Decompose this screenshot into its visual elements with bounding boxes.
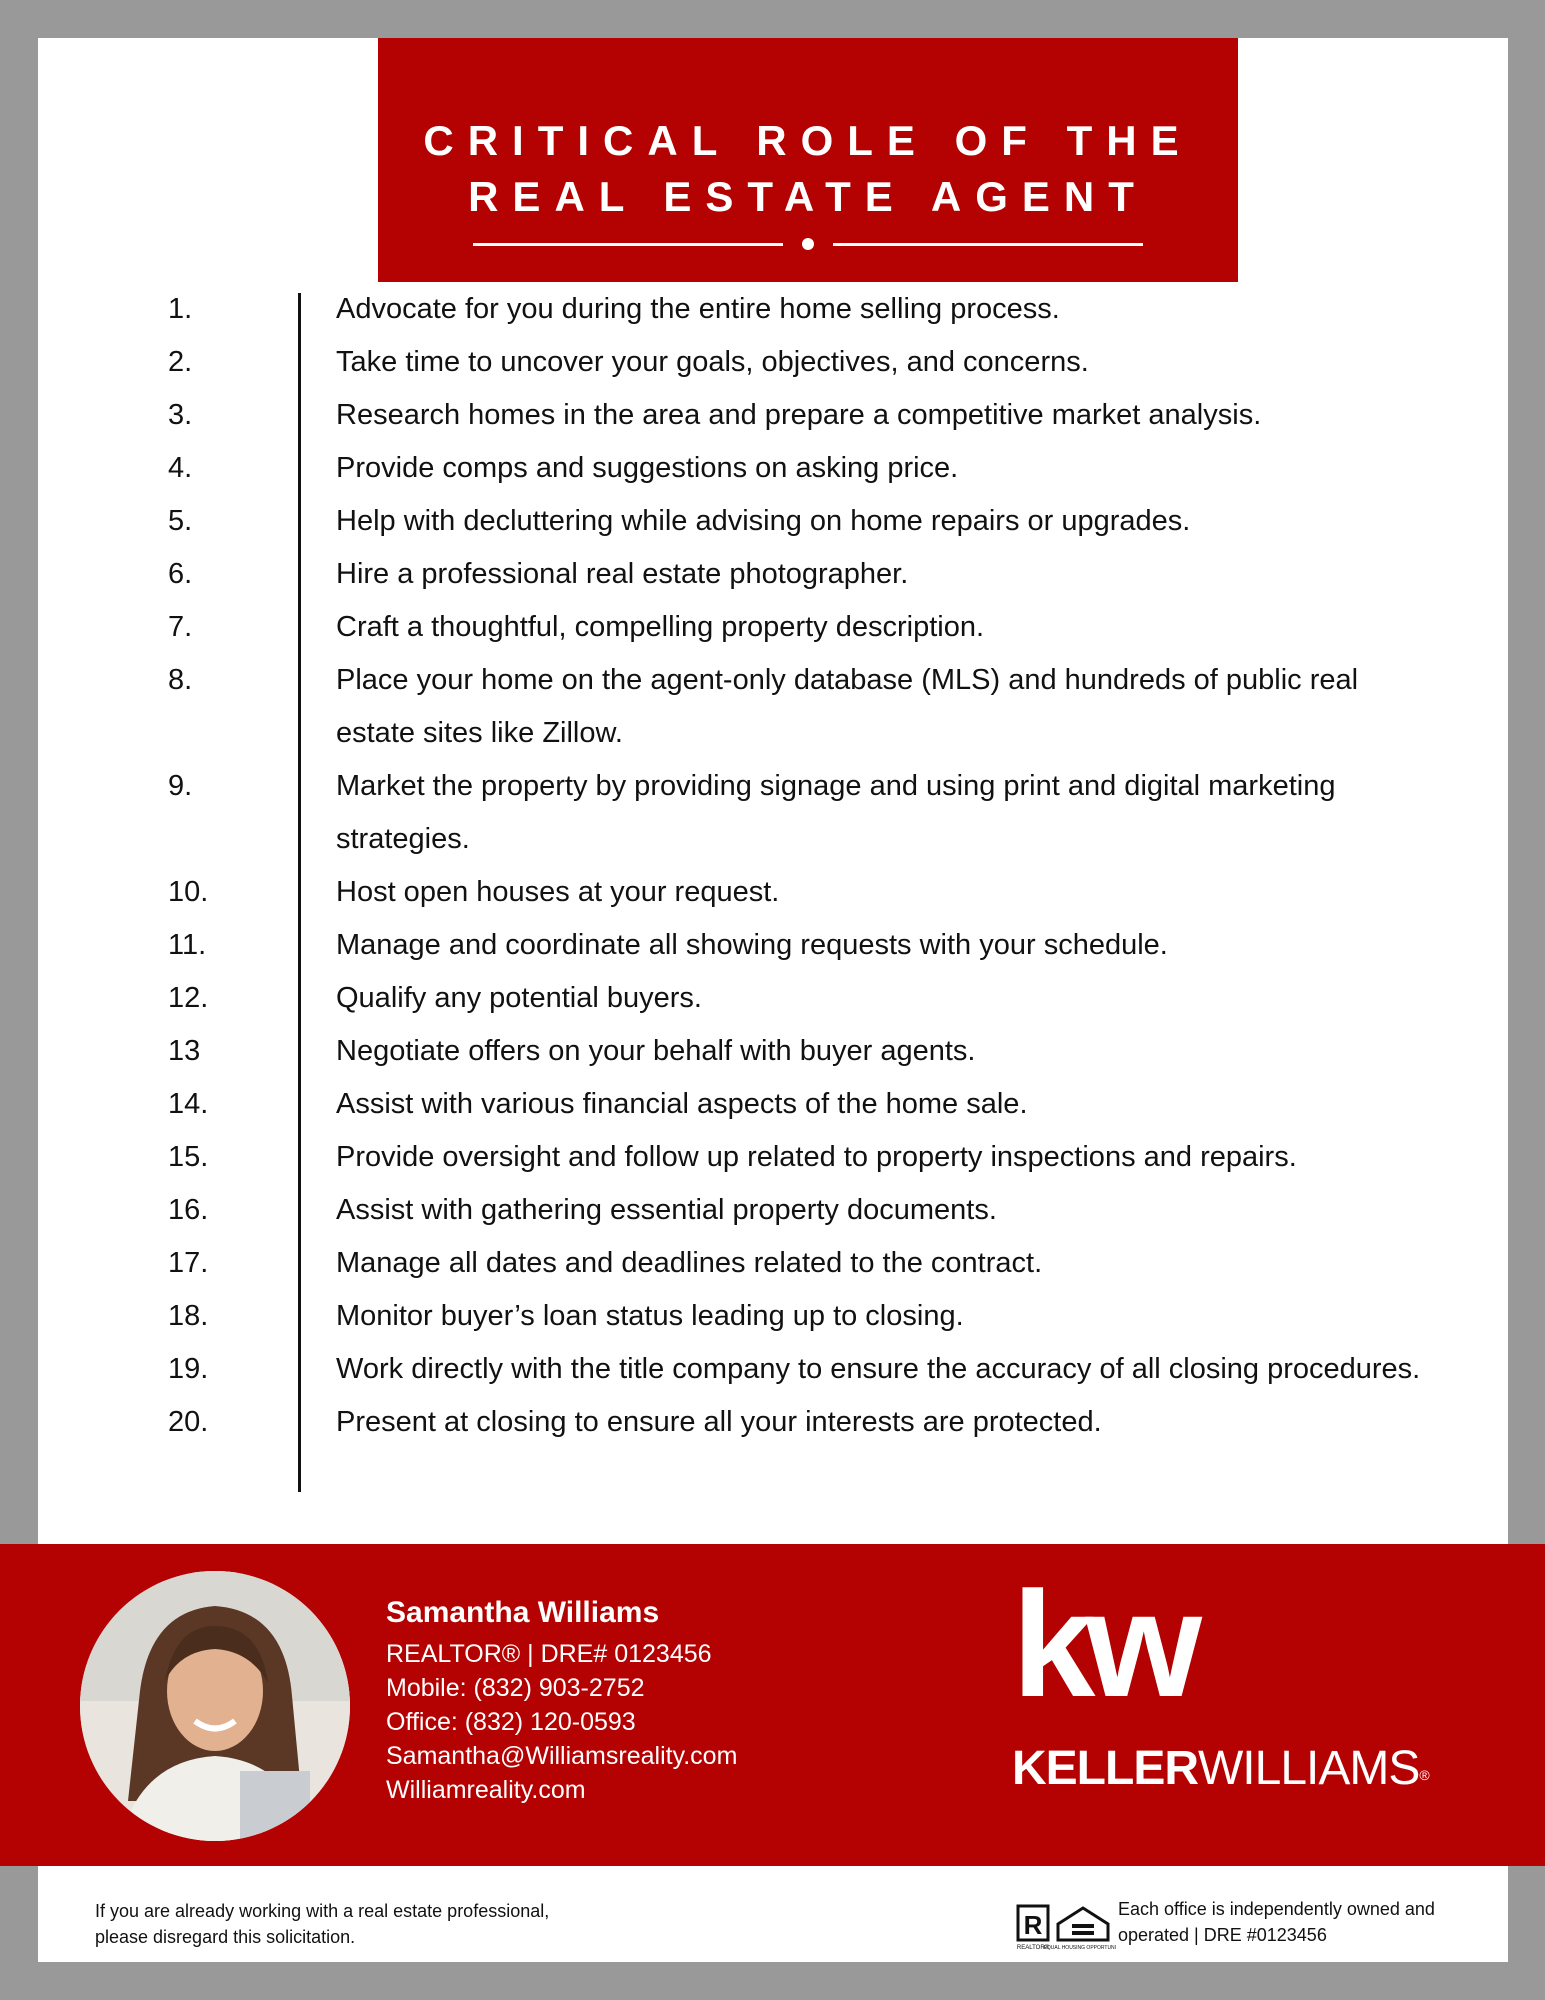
equal-housing-icon xyxy=(1044,1908,1116,1951)
list-item-text: Manage and coordinate all showing requests with your schedule. xyxy=(336,929,1168,961)
list-item-text: Assist with gathering essential property documents. xyxy=(336,1194,997,1226)
list-item xyxy=(168,601,1448,654)
list-item-number: 11. xyxy=(168,929,207,961)
kw-wordmark xyxy=(1012,1744,1429,1800)
divider-dot xyxy=(802,238,814,250)
list-item xyxy=(168,866,1448,919)
list-item-number: 15. xyxy=(168,1141,209,1173)
agent-website[interactable]: Williamreality.com xyxy=(386,1776,586,1804)
agent-email[interactable]: Samantha@Williamsreality.com xyxy=(386,1742,738,1770)
page-title-line-2: REAL ESTATE AGENT xyxy=(468,173,1148,220)
list-item-number: 14. xyxy=(168,1088,209,1120)
list-item-text: Take time to uncover your goals, objectives, and concerns. xyxy=(336,346,1089,378)
agent-office-phone[interactable]: Office: (832) 120-0593 xyxy=(386,1708,636,1736)
list-item-text: Market the property by providing signage and using print and digital marketing strategies. xyxy=(336,770,1336,855)
svg-text:R: R xyxy=(1023,1910,1043,1940)
office-ownership-note: Each office is independently owned and operated | DRE #0123456 xyxy=(1118,1899,1435,1945)
list-item-number: 16. xyxy=(168,1194,209,1226)
list-item-text: Advocate for you during the entire home selling process. xyxy=(336,293,1060,325)
page-title-line-1: CRITICAL ROLE OF THE xyxy=(423,117,1193,164)
list-item xyxy=(168,1184,1448,1237)
list-item-number: 3. xyxy=(168,399,193,431)
equal-housing-caption: EQUAL HOUSING OPPORTUNITY xyxy=(1043,1945,1116,1951)
list-item-number: 6. xyxy=(168,558,193,590)
list-item-text: Negotiate offers on your behalf with buyer agents. xyxy=(336,1035,976,1067)
list-item-number: 19. xyxy=(168,1353,209,1385)
list-item-text: Work directly with the title company to ensure the accuracy of all closing procedures. xyxy=(336,1353,1421,1385)
list-item-number: 2. xyxy=(168,346,193,378)
list-item xyxy=(168,760,1448,866)
list-item-text: Host open houses at your request. xyxy=(336,876,780,908)
list-item xyxy=(168,389,1448,442)
list-item xyxy=(168,1078,1448,1131)
list-item xyxy=(168,654,1448,760)
list-item xyxy=(168,548,1448,601)
realtor-r-caption: REALTOR® xyxy=(1016,1945,1050,1951)
agent-name: Samantha Williams xyxy=(386,1596,660,1629)
list-item xyxy=(168,495,1448,548)
agent-contact-band xyxy=(0,1544,1545,1866)
list-item-number: 17. xyxy=(168,1247,209,1279)
list-item-number: 4. xyxy=(168,452,193,484)
list-item xyxy=(168,1343,1448,1396)
list-item xyxy=(168,1025,1448,1078)
kw-monogram: kw xyxy=(1012,1560,1193,1728)
divider-bar-right xyxy=(833,243,1143,246)
kw-word-bold: KELLER xyxy=(1012,1742,1198,1795)
kw-word-light: WILLIAMS xyxy=(1198,1742,1420,1795)
list-item xyxy=(168,1237,1448,1290)
title-banner xyxy=(378,38,1238,282)
list-item-number: 1. xyxy=(168,293,193,325)
list-item-number: 12. xyxy=(168,982,209,1014)
list-item-text: Monitor buyer’s loan status leading up to closing. xyxy=(336,1300,964,1332)
keller-williams-logo xyxy=(1012,1560,1432,1814)
compliance-icons xyxy=(1016,1902,1116,1952)
agent-photo xyxy=(80,1571,350,1841)
list-item xyxy=(168,1396,1448,1449)
list-item-text: Manage all dates and deadlines related to the contract. xyxy=(336,1247,1043,1279)
list-item-number: 8. xyxy=(168,664,193,696)
list-item-text: Hire a professional real estate photographer. xyxy=(336,558,909,590)
list-item-text: Research homes in the area and prepare a competitive market analysis. xyxy=(336,399,1262,431)
list-item-text: Assist with various financial aspects of the home sale. xyxy=(336,1088,1028,1120)
list-item-text: Provide oversight and follow up related to property inspections and repairs. xyxy=(336,1141,1297,1173)
list-item-text: Help with decluttering while advising on home repairs or upgrades. xyxy=(336,505,1191,537)
agent-role-list xyxy=(168,283,1448,1449)
agent-mobile[interactable]: Mobile: (832) 903-2752 xyxy=(386,1674,645,1702)
solicitation-disclaimer: If you are already working with a real estate professional, please disregard this solicitation. xyxy=(95,1901,550,1947)
list-item xyxy=(168,1131,1448,1184)
list-item-number: 7. xyxy=(168,611,193,643)
list-item-number: 9. xyxy=(168,770,193,802)
legal-footer xyxy=(38,1876,1508,1962)
divider-bar-left xyxy=(473,243,783,246)
list-item xyxy=(168,919,1448,972)
agent-title: REALTOR® | DRE# 0123456 xyxy=(386,1640,712,1668)
list-item-number: 10. xyxy=(168,876,209,908)
list-item-text: Provide comps and suggestions on asking price. xyxy=(336,452,959,484)
list-item xyxy=(168,336,1448,389)
list-item xyxy=(168,1290,1448,1343)
list-item-number: 18. xyxy=(168,1300,209,1332)
list-item-text: Qualify any potential buyers. xyxy=(336,982,702,1014)
list-item-text: Place your home on the agent-only database (MLS) and hundreds of public real estate sites like Zillow. xyxy=(336,664,1359,749)
list-item-number: 13 xyxy=(168,1035,201,1067)
list-item xyxy=(168,972,1448,1025)
list-item-number: 5. xyxy=(168,505,193,537)
list-item xyxy=(168,442,1448,495)
kw-registered: ® xyxy=(1419,1767,1429,1783)
list-item-text: Craft a thoughtful, compelling property description. xyxy=(336,611,985,643)
list-item-number: 20. xyxy=(168,1406,209,1438)
list-item xyxy=(168,283,1448,336)
list-item-text: Present at closing to ensure all your interests are protected. xyxy=(336,1406,1102,1438)
agent-contact-details xyxy=(386,1637,737,1807)
title-divider xyxy=(473,238,1143,250)
